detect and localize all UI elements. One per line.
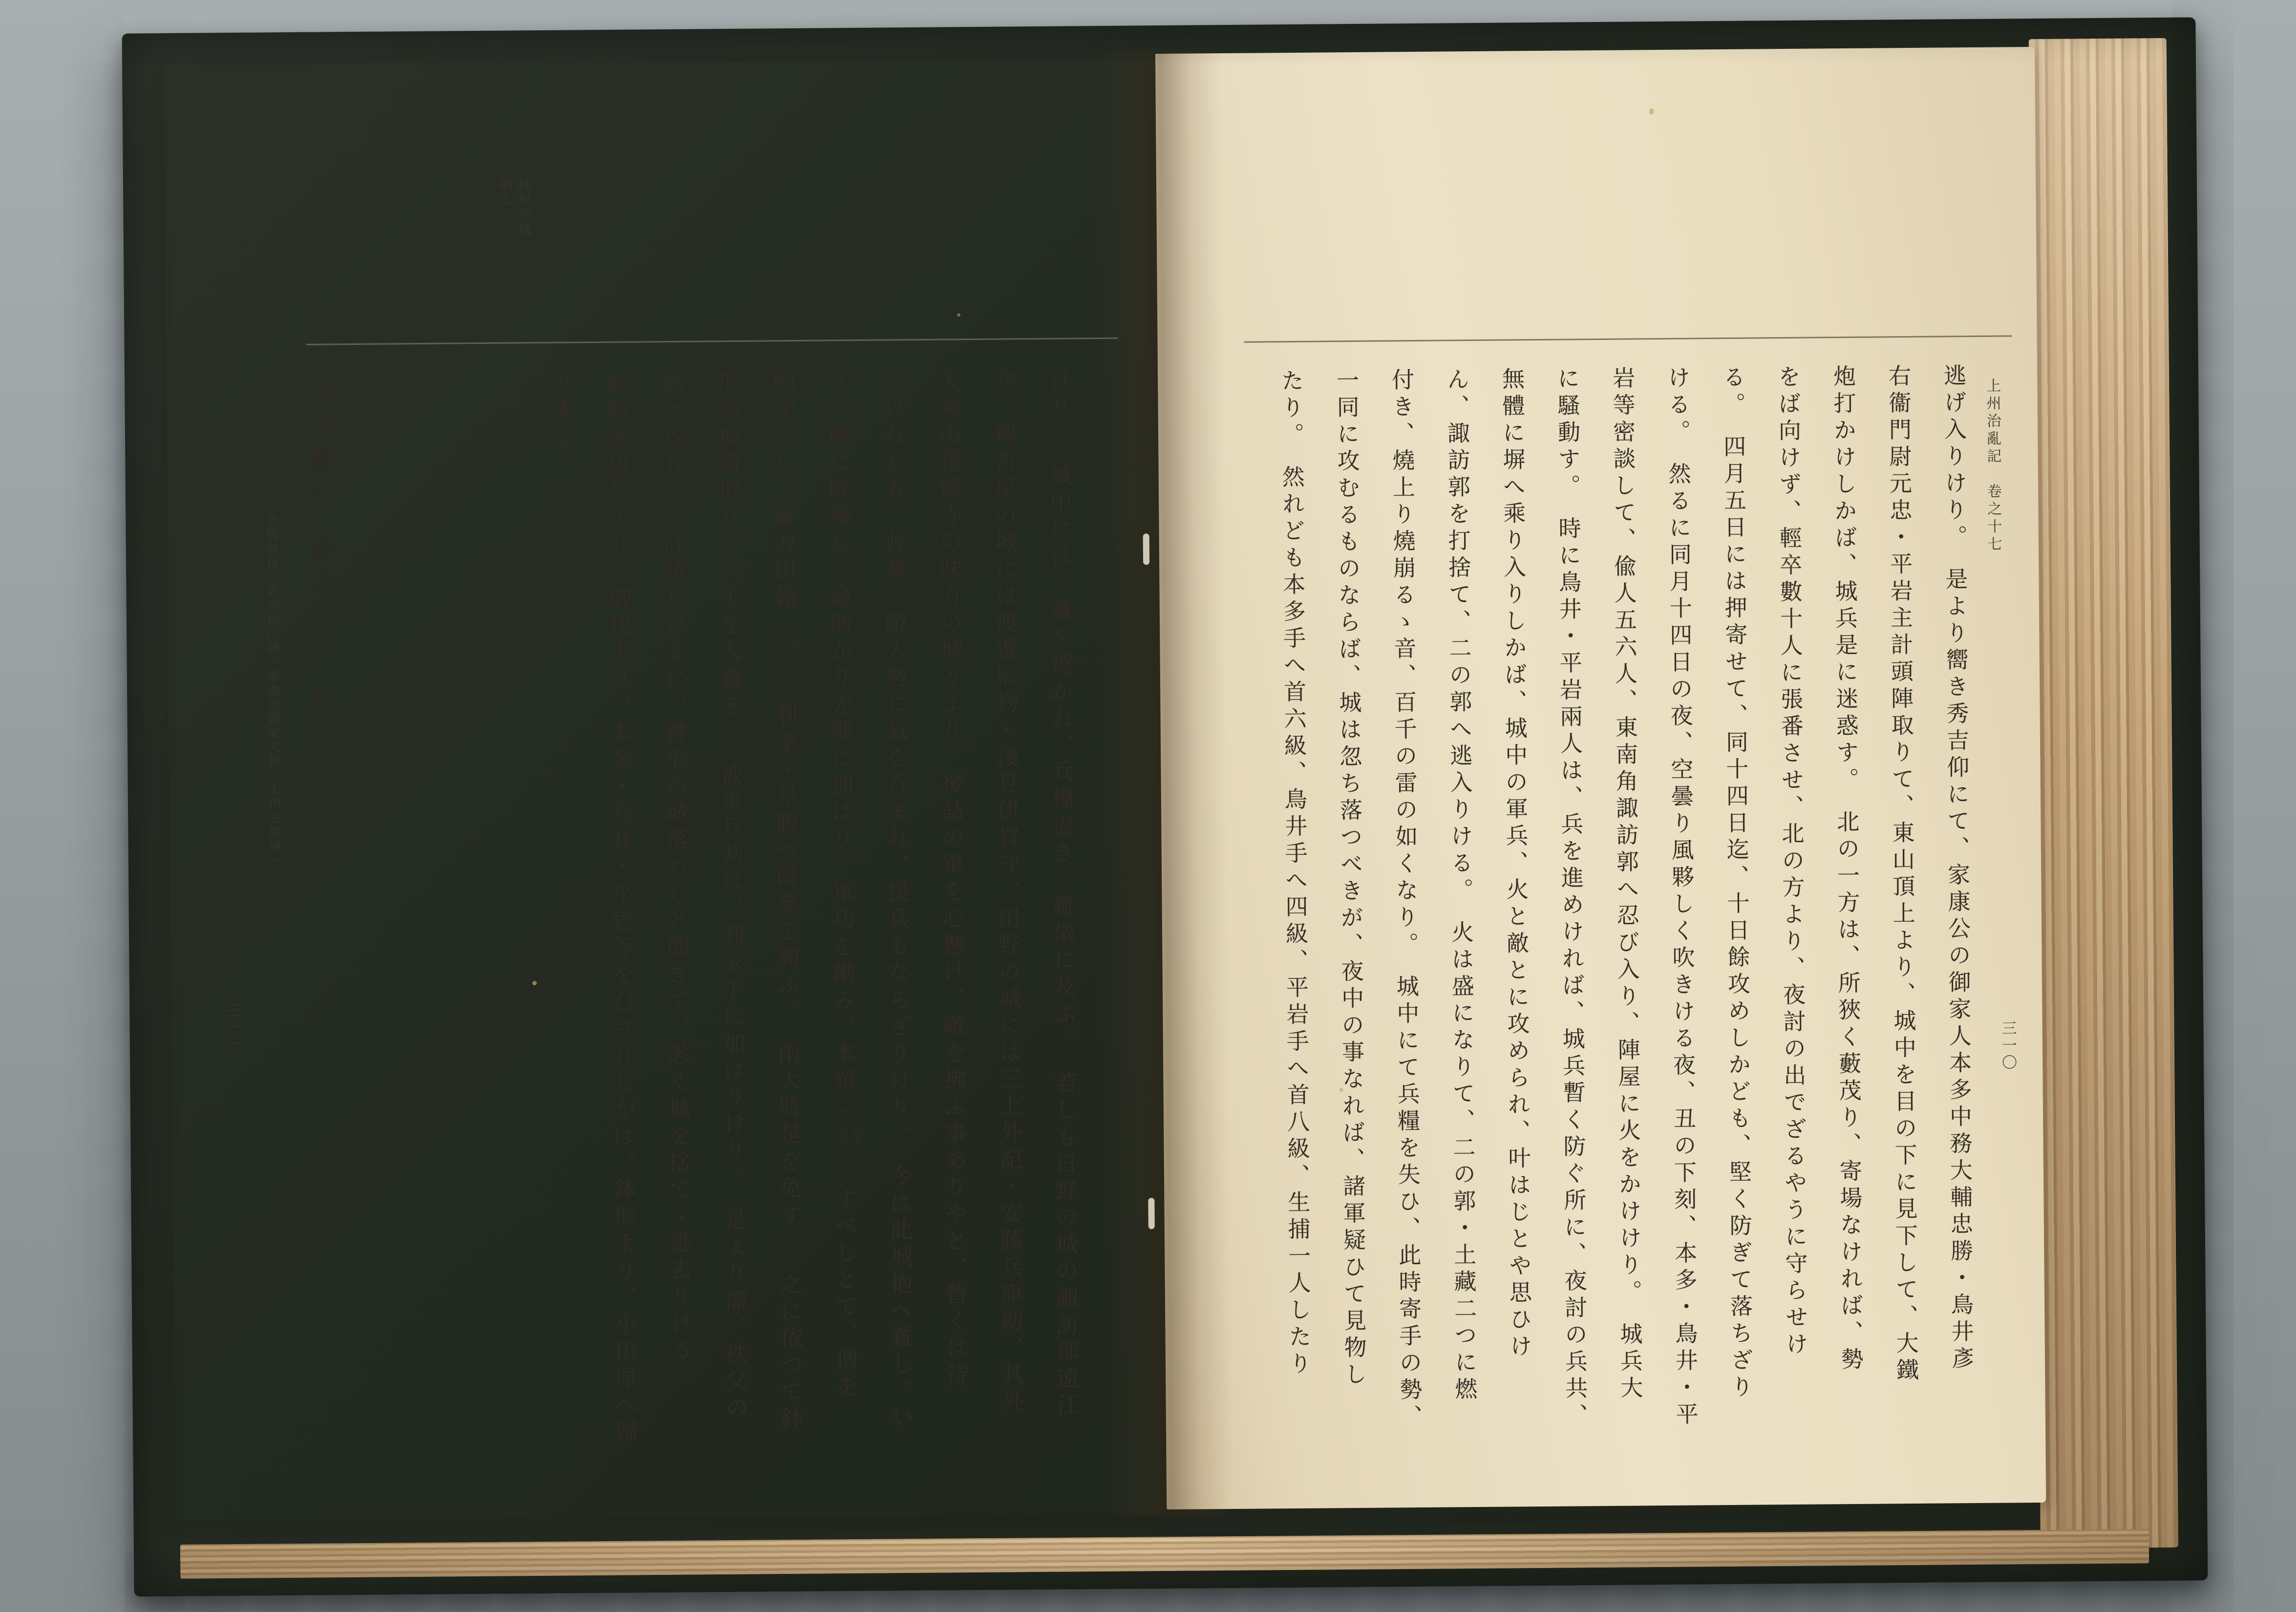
- text-column: ける。 然るに同月十四日の夜、空曇り風夥しく吹きける夜、丑の下刻、本多・鳥井・平: [1664, 365, 1700, 1429]
- text-column: 形の城請取り、兵士を入置き。 彼軍兵共は、利家手に加はりけり。 是より嚮、秩父の: [714, 370, 749, 1423]
- text-column: る。 四月五日には押寄せて、同十四日迄、十日餘攻めしかども、堅く防ぎて落ちざり: [1719, 365, 1754, 1402]
- text-column: けり。 城中には、藏を燒かれ、兵糧盡き、難儀に及ぶ。 若しも日野の城の諏訪部遠江: [1045, 368, 1080, 1421]
- text-column: 城々攻むべく評議しけるに、鉢形の城落ちしと聞きて、悉く城を捨てゝ逃去りける。: [659, 371, 694, 1393]
- paper-speck: [957, 313, 960, 317]
- text-column: 炮打かけしかば、城兵是に迷惑す。 北の一方は、所狹く藪茂り、寄場なければ、勢: [1829, 364, 1865, 1375]
- text-column: 願使とし、難波田賴〔 脱字ア ルカ 〕利家・景勝へ降參を願ふ。 兩大將是を免す。 之に依つて鉢: [769, 370, 805, 1434]
- left-page-number: 三一一: [222, 1002, 240, 1054]
- text-column: ちけれども、此輩、敵大勢に氣を呑まれ、援兵もならざりけり。 今は此城抱へ難し、い: [879, 369, 915, 1433]
- text-column: 付き、燒上り燒崩るゝ音、百千の雷の如くなり。 城中にて兵糧を失ひ、此時寄手の勢、: [1388, 367, 1424, 1432]
- text-column: 逃げ入りけり。 是より嚮き秀吉仰にて、家康公の御家人本多中務大輔忠勝・鳥井彥: [1940, 363, 1975, 1374]
- text-column: 右衞門尉元忠・平岩主計頭陣取りて、東山頂上より、城中を目の下に見下して、大鐵: [1885, 363, 1920, 1385]
- running-title: 上州治亂記 卷之十七: [1983, 378, 2002, 554]
- text-column: 無體に塀へ乘り入りしかば、城中の軍兵、火と敵とに攻められ、叶はじとや思ひけ: [1498, 367, 1533, 1361]
- paper-speck: [1649, 108, 1654, 114]
- text-column: 天神山花照寺の味方の城々より、後詰の軍を心懸け、敵を拂ふ事ありやと、暫くは待: [935, 369, 970, 1390]
- text-column: 一同に攻むるものならば、城は忽ち落つべきが、夜中の事なれば、諸軍疑ひて見物し: [1333, 368, 1368, 1390]
- text-column: 此時家康公より、御使來り、本多・鳥井・平岩等を召されしかば、鉢形より、小田原へ歸: [603, 371, 639, 1446]
- book: [122, 17, 2208, 1596]
- text-column: に騷動す。 時に鳥井・平岩兩人は、兵を進めければ、城兵暫く防ぐ所に、夜討の兵共、: [1553, 366, 1589, 1430]
- text-column: ん、諏訪郭を打捨て、二の郭へ逃入りける。 火は盛になりて、二の郭・土藏二つに燃: [1443, 367, 1478, 1404]
- text-column: 守、禰古屋の城には渡邊監物・淺見伊賀守、田野の城には三上外記・安藤兵庫助、其外: [990, 368, 1025, 1417]
- left-page-columns: [475, 368, 1095, 1540]
- binding-stitch: [1148, 1198, 1155, 1229]
- interlinear-note: 脱字ア ルカ: [778, 640, 804, 675]
- text-column: たり。 然れども本多手へ首六級、鳥井手へ四級、平岩手へ首八級、生捕一人したり: [1277, 368, 1313, 1379]
- colophon-note: 北國勢拔二武州松山城一家康公御家人拔二上州之諸城一: [264, 513, 281, 868]
- right-page-number: 三一〇: [1998, 1020, 2017, 1072]
- text-column: ざや敵に降參し、命助かり先陣に加はり、軍功を勵み、本領〔 脱字ア ルカ 〕すべしとて、僧を: [824, 370, 863, 1402]
- head-note-line: 陷る: [497, 177, 514, 208]
- text-column: をば向けず、輕卒數十人に張番させ、北の方より、夜討の出でざるやうに守らせけ: [1774, 364, 1809, 1359]
- text-column: 岩等密談して、偸人五六人、東南角諏訪郭へ忍び入り、陣屋に火をかけけり。 城兵大: [1609, 366, 1644, 1403]
- bottom-page-stack-edge: [180, 1529, 2149, 1579]
- interlinear-note: 脱字ア ルカ: [837, 1124, 863, 1158]
- head-note-line: 鉢形の城: [515, 177, 532, 238]
- binding-stitch: [1143, 533, 1150, 565]
- text-column: り來る。: [548, 372, 576, 480]
- volume-end-title: 上州治亂記 卷之十七 終: [303, 355, 336, 719]
- right-page-columns: [1246, 363, 1990, 1527]
- fore-edge-page-stack: [2029, 38, 2178, 1548]
- marginal-head-note: [496, 177, 533, 238]
